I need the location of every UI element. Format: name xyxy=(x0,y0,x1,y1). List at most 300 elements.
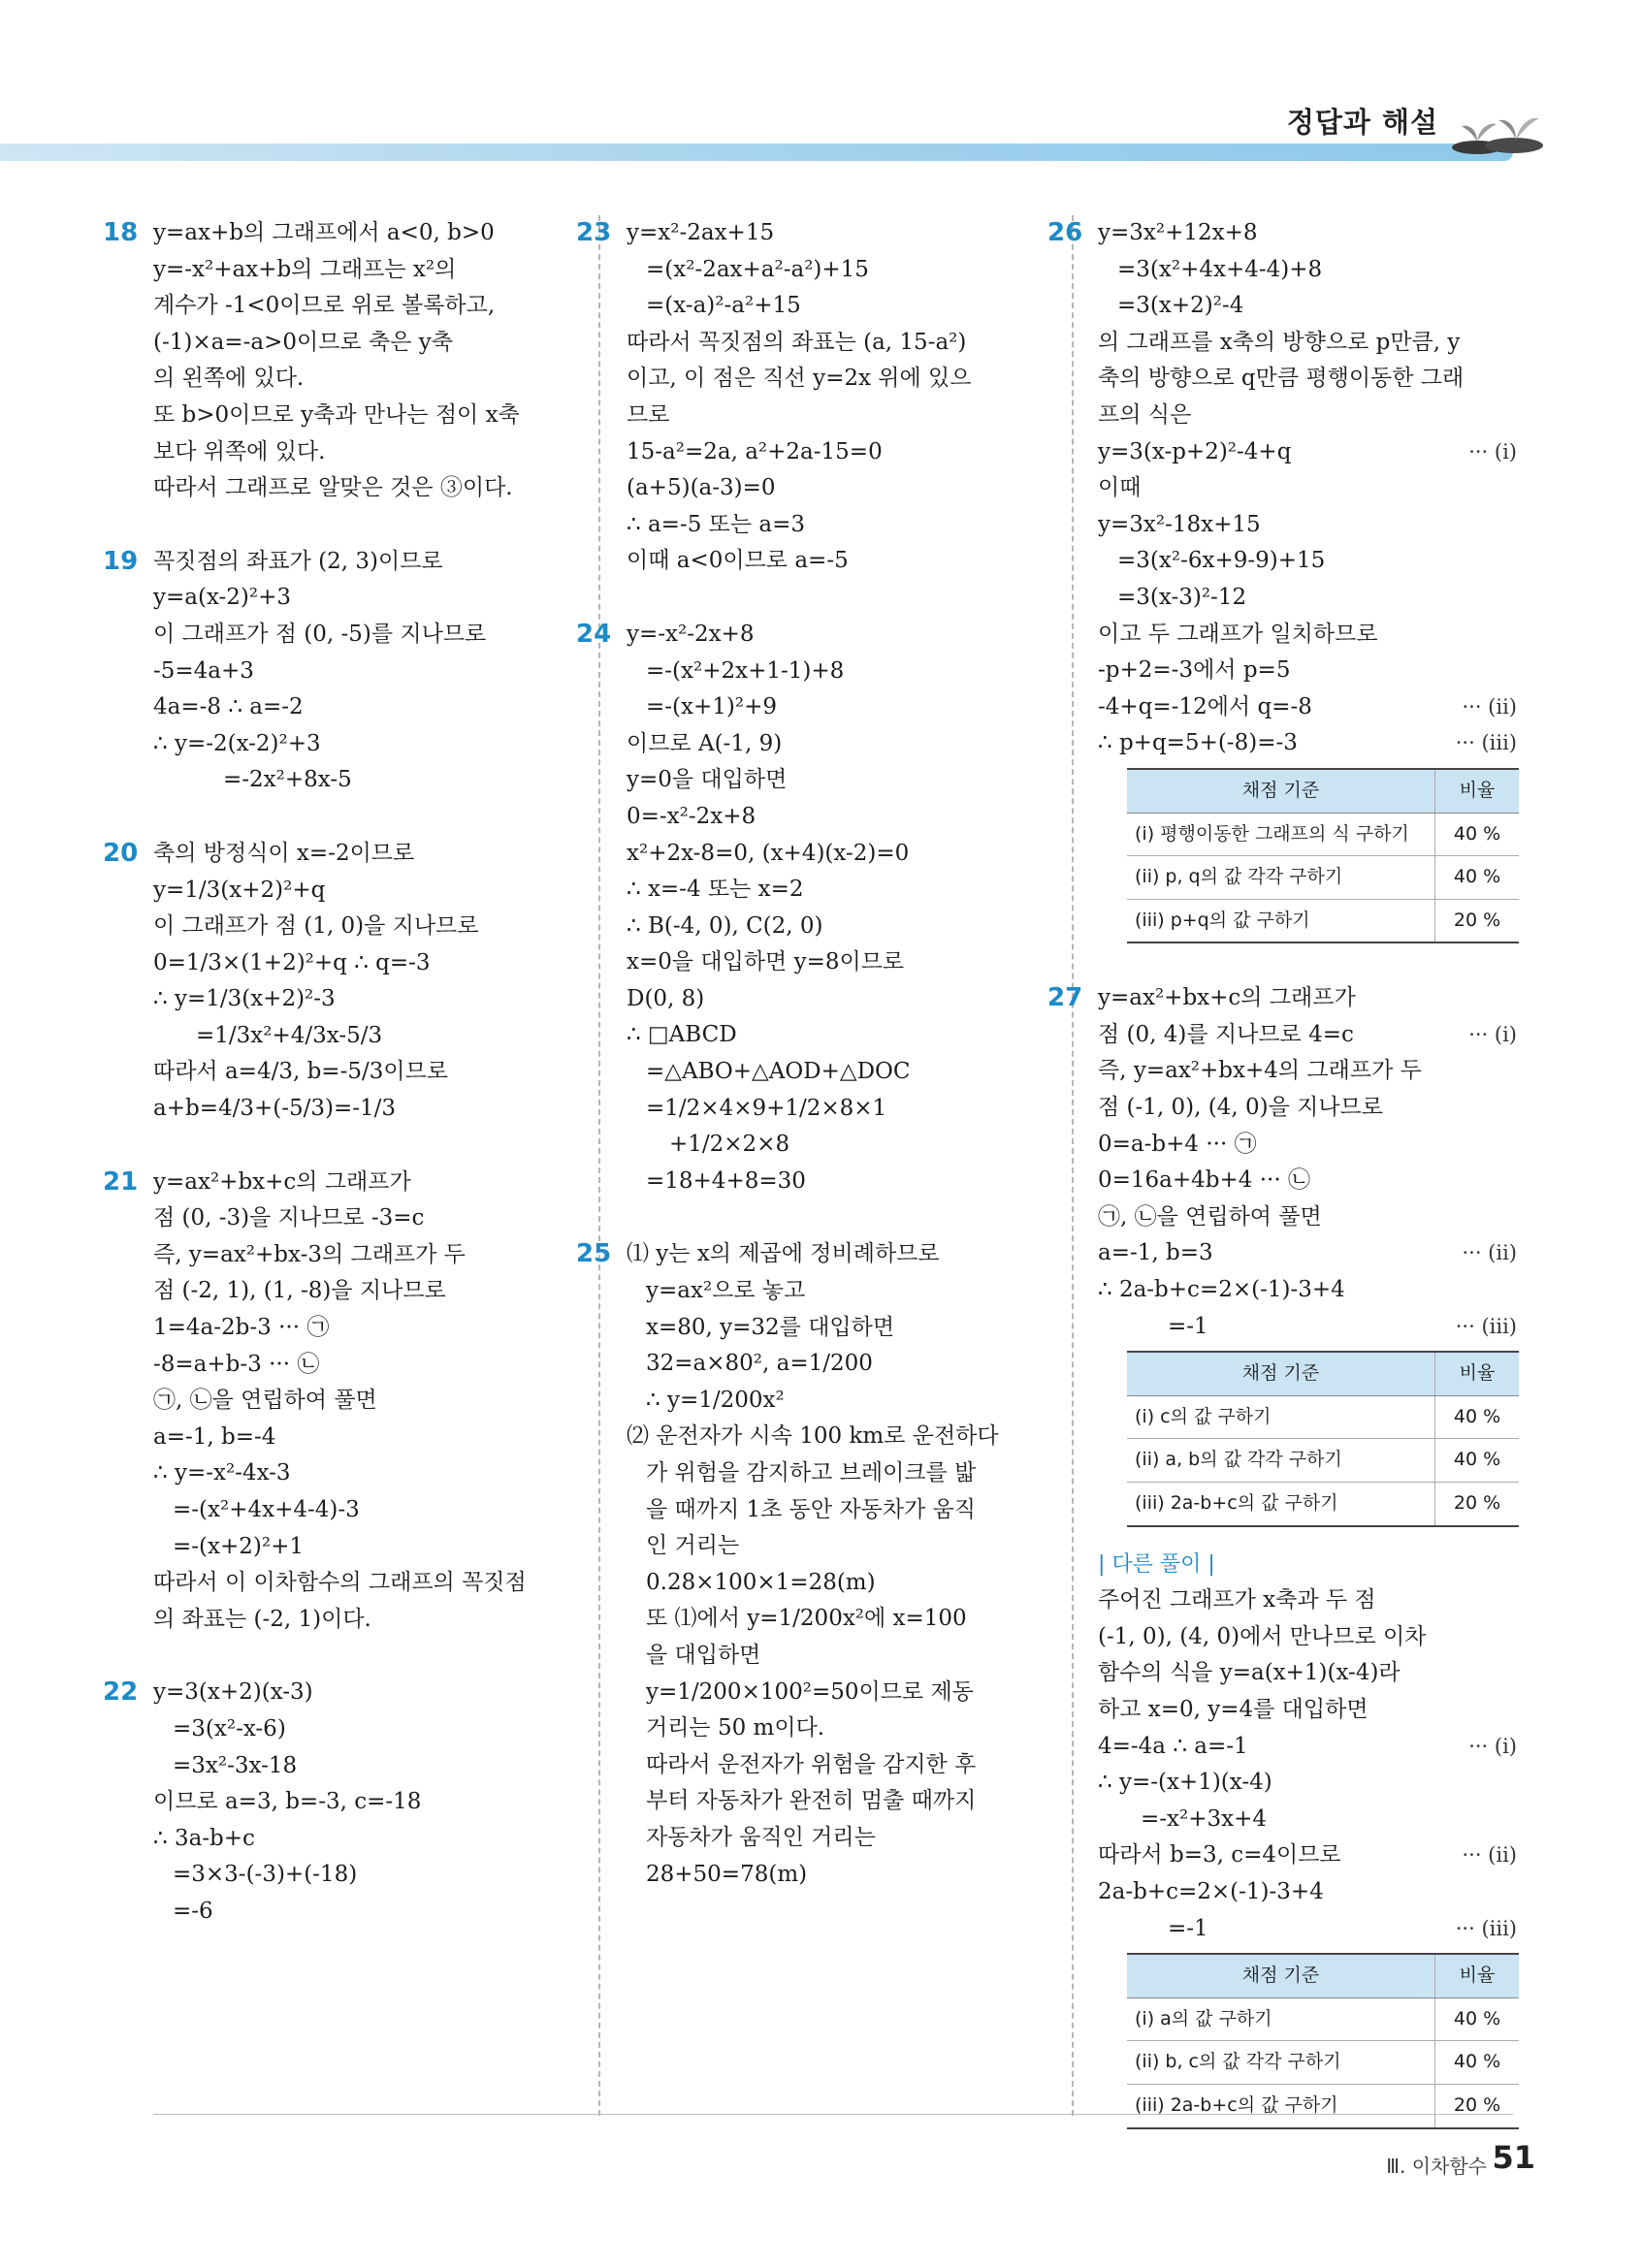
line-text: y=3(x+2)(x-3) xyxy=(153,1679,313,1706)
line-text: ㉠, ㉡을 연립하여 풀면 xyxy=(153,1388,377,1414)
line-text: =-x²+3x+4 xyxy=(1141,1805,1268,1832)
solution-line xyxy=(1098,1765,1517,1802)
line-text: ∴ y=-(x+1)(x-4) xyxy=(1098,1770,1272,1796)
line-text: y=3x²+12x+8 xyxy=(1098,220,1258,245)
step-marker: ··· (ii) xyxy=(1462,694,1517,719)
ratio-cell: 40 % xyxy=(1435,1395,1520,1439)
solution-line xyxy=(153,1602,570,1639)
solution-line xyxy=(153,1237,570,1274)
solution-line xyxy=(627,543,1053,580)
line-text: 을 때까지 1초 동안 자동차가 움직 xyxy=(646,1496,977,1522)
line-text: 거리는 50 m이다. xyxy=(646,1715,825,1741)
line-text: ㉠, ㉡을 연립하여 풀면 xyxy=(1098,1203,1322,1230)
solution-line xyxy=(153,361,570,398)
solution-line xyxy=(627,1054,1053,1091)
solution-line xyxy=(153,945,570,982)
page-title: 정답과 해설 xyxy=(1286,106,1438,139)
line-text: =(x²-2ax+a²-a²)+15 xyxy=(646,256,869,282)
footer-divider xyxy=(153,2114,1513,2115)
line-text: 또 ⑴에서 y=1/200x²에 x=100 xyxy=(646,1606,967,1632)
problem-number: 19 xyxy=(103,546,139,576)
solution-line xyxy=(627,944,1053,981)
problem-solution xyxy=(576,1236,1053,1893)
solution-line xyxy=(1098,1837,1517,1874)
line-text: =-(x²+2x+1-1)+8 xyxy=(646,657,845,684)
line-text: y=-x²-2x+8 xyxy=(627,621,755,647)
solution-line xyxy=(153,215,570,252)
table-row xyxy=(1127,2041,1519,2085)
ratio-cell: 40 % xyxy=(1435,1439,1520,1483)
solution-line xyxy=(1098,1053,1517,1090)
solution-line xyxy=(153,1455,570,1492)
solution-line xyxy=(627,1091,1053,1128)
column-3 xyxy=(1047,215,1517,2166)
solution-line xyxy=(627,434,1053,471)
line-text: 하고 x=0, y=4를 대입하면 xyxy=(1098,1696,1368,1722)
line-text: 이때 a<0이므로 a=-5 xyxy=(627,548,849,574)
solution-line xyxy=(153,470,570,507)
line-text: +1/2×2×8 xyxy=(669,1132,790,1158)
solution-line xyxy=(627,1346,1053,1383)
line-text: =-1 xyxy=(1168,1915,1208,1941)
solution-line xyxy=(627,1127,1053,1164)
solution-line xyxy=(1098,1090,1517,1127)
solution-line xyxy=(627,288,1053,325)
line-text: 0=a-b+4 ··· ㉠ xyxy=(1098,1131,1257,1157)
chapter-label: Ⅲ. 이차함수 xyxy=(1386,2155,1487,2178)
line-text: -p+2=-3에서 p=5 xyxy=(1098,657,1291,684)
solution-line xyxy=(627,1747,1053,1784)
problem-solution xyxy=(576,617,1053,1200)
solution-line xyxy=(1098,1582,1517,1619)
solution-line xyxy=(627,1492,1053,1529)
line-text: =-(x+1)²+9 xyxy=(646,694,777,720)
solution-line xyxy=(153,1200,570,1237)
problem-number: 24 xyxy=(576,619,612,649)
solution-line xyxy=(153,1894,570,1931)
line-text: ∴ y=1/3(x+2)²-3 xyxy=(153,986,336,1012)
line-text: 프의 식은 xyxy=(1098,401,1192,428)
solution-line xyxy=(1098,252,1517,289)
solution-line xyxy=(1098,980,1517,1017)
solution-line xyxy=(153,1857,570,1894)
line-text: 따라서 a=4/3, b=-5/3이므로 xyxy=(153,1059,449,1085)
line-text: (-1, 0), (4, 0)에서 만나므로 이차 xyxy=(1098,1623,1427,1649)
problem-number: 20 xyxy=(103,838,139,868)
solution-line xyxy=(1098,470,1517,507)
line-text: a=-1, b=-4 xyxy=(153,1423,276,1450)
line-text: 점 (-2, 1), (1, -8)을 지나므로 xyxy=(153,1278,446,1304)
solution-line xyxy=(153,580,570,617)
scoring-table-header: 비율 xyxy=(1435,769,1520,813)
solution-line xyxy=(153,1821,570,1858)
step-marker: ··· (ii) xyxy=(1462,1843,1517,1868)
line-text: 0=-x²-2x+8 xyxy=(627,803,757,829)
line-text: =3x²-3x-18 xyxy=(173,1752,298,1778)
line-text: 부터 자동차가 완전히 멈출 때까지 xyxy=(646,1788,977,1814)
line-text: =△ABO+△AOD+△DOC xyxy=(646,1059,911,1085)
solution-line xyxy=(153,873,570,910)
solution-line xyxy=(153,544,570,581)
ratio-cell: 20 % xyxy=(1435,1483,1520,1526)
line-text: 이고, 이 점은 직선 y=2x 위에 있으 xyxy=(627,366,972,392)
solution-line xyxy=(153,1492,570,1529)
criterion-cell: (i) 평행이동한 그래프의 식 구하기 xyxy=(1127,813,1435,856)
line-text: 축의 방정식이 x=-2이므로 xyxy=(153,840,415,866)
solution-line xyxy=(1098,580,1517,617)
solution-line xyxy=(627,215,1053,252)
column-divider xyxy=(1072,215,1074,2116)
line-text: 점 (0, 4)를 지나므로 4=c xyxy=(1098,1021,1354,1047)
solution-line xyxy=(627,762,1053,799)
line-text: 가 위험을 감지하고 브레이크를 밟 xyxy=(646,1460,977,1485)
line-text: 이 그래프가 점 (1, 0)을 지나므로 xyxy=(153,913,479,940)
line-text: =1/3x²+4/3x-5/3 xyxy=(196,1022,383,1048)
solution-line xyxy=(153,1748,570,1785)
solution-line xyxy=(1098,215,1517,252)
table-row xyxy=(1127,813,1519,856)
solution-line xyxy=(153,1675,570,1711)
ratio-cell: 20 % xyxy=(1435,2084,1520,2127)
line-text: a+b=4/3+(-5/3)=-1/3 xyxy=(153,1096,397,1122)
solution-line xyxy=(1098,1655,1517,1692)
solution-line xyxy=(1098,1874,1517,1911)
line-text: =3(x+2)²-4 xyxy=(1117,293,1244,319)
ratio-cell: 40 % xyxy=(1435,856,1520,900)
line-text: 므로 xyxy=(627,401,670,428)
header-bar xyxy=(0,144,1513,161)
table-row xyxy=(1127,1997,1519,2041)
line-text: 점 (0, -3)을 지나므로 -3=c xyxy=(153,1205,425,1231)
solution-line xyxy=(627,617,1053,654)
line-text: -4+q=-12에서 q=-8 xyxy=(1098,693,1312,719)
line-text: =3(x²-x-6) xyxy=(173,1715,286,1741)
line-text: 계수가 -1<0이므로 위로 볼록하고, xyxy=(153,293,496,319)
solution-line xyxy=(1098,1802,1517,1838)
line-text: 따라서 운전자가 위험을 감지한 후 xyxy=(646,1751,977,1777)
scoring-table-header: 비율 xyxy=(1435,1352,1520,1395)
line-text: =-(x²+4x+4-4)-3 xyxy=(173,1497,360,1522)
table-row xyxy=(1127,1483,1519,1526)
column-divider xyxy=(598,215,600,2116)
solution-line xyxy=(627,1601,1053,1638)
step-marker: ··· (i) xyxy=(1468,1734,1517,1758)
line-text: (-1)×a=-a>0이므로 축은 y축 xyxy=(153,329,453,355)
line-text: 2a-b+c=2×(-1)-3+4 xyxy=(1098,1878,1324,1904)
line-text: 32=a×80², a=1/200 xyxy=(646,1351,873,1377)
ratio-cell: 40 % xyxy=(1435,1997,1520,2041)
solution-line xyxy=(1098,434,1517,471)
line-text: =3(x²-6x+9-9)+15 xyxy=(1117,548,1326,574)
solution-line xyxy=(627,872,1053,909)
line-text: x=0을 대입하면 y=8이므로 xyxy=(627,949,905,975)
solution-line xyxy=(153,617,570,654)
line-text: 28+50=78(m) xyxy=(646,1861,808,1887)
line-text: 따라서 그래프로 알맞은 것은 ③이다. xyxy=(153,475,513,501)
line-text: y=x²-2ax+15 xyxy=(627,220,775,245)
line-text: =3(x-3)²-12 xyxy=(1117,584,1247,610)
problem-number: 26 xyxy=(1047,218,1083,247)
line-text: =1/2×4×9+1/2×8×1 xyxy=(646,1095,887,1121)
line-text: x=80, y=32를 대입하면 xyxy=(646,1314,895,1340)
line-text: 의 왼쪽에 있다. xyxy=(153,366,305,392)
line-text: ∴ y=-x²-4x-3 xyxy=(153,1460,291,1486)
solution-line xyxy=(627,726,1053,763)
scoring-table-header: 채점 기준 xyxy=(1127,1954,1435,1997)
scoring-table xyxy=(1127,1953,1519,2128)
solution-line xyxy=(153,325,570,362)
solution-line xyxy=(153,1565,570,1602)
solution-line xyxy=(627,1638,1053,1675)
problem-number: 23 xyxy=(576,218,612,247)
problem-number: 18 xyxy=(103,218,139,247)
problem-solution xyxy=(103,836,570,1128)
line-text: 따라서 꼭짓점의 좌표는 (a, 15-a²) xyxy=(627,329,967,355)
solution-line xyxy=(1098,1911,1517,1948)
solution-line xyxy=(153,1018,570,1055)
line-text: (a+5)(a-3)=0 xyxy=(627,475,776,501)
solution-line xyxy=(627,1236,1053,1273)
solution-line xyxy=(1098,1272,1517,1309)
solution-line xyxy=(627,361,1053,398)
scoring-table xyxy=(1127,768,1519,943)
table-row xyxy=(1127,856,1519,900)
line-text: 이므로 a=3, b=-3, c=-18 xyxy=(153,1789,422,1815)
line-text: 자동차가 움직인 거리는 xyxy=(646,1824,876,1850)
solution-line xyxy=(153,1091,570,1128)
line-text: y=ax+b의 그래프에서 a<0, b>0 xyxy=(153,220,495,245)
table-row xyxy=(1127,1439,1519,1483)
line-text: y=ax²+bx+c의 그래프가 xyxy=(1098,985,1356,1011)
line-text: 을 대입하면 xyxy=(646,1642,761,1668)
line-text: 이므로 A(-1, 9) xyxy=(627,730,783,756)
solution-line xyxy=(153,909,570,945)
solution-line xyxy=(627,1857,1053,1894)
solution-line xyxy=(153,434,570,471)
line-text: 즉, y=ax²+bx+4의 그래프가 두 xyxy=(1098,1058,1422,1084)
solution-line xyxy=(627,1383,1053,1420)
solution-line xyxy=(1098,653,1517,689)
line-text: 따라서 이 이차함수의 그래프의 꼭짓점 xyxy=(153,1570,527,1596)
problem-solution xyxy=(103,544,570,799)
line-text: =(x-a)²-a²+15 xyxy=(646,293,801,319)
column-1 xyxy=(103,215,570,1967)
solution-line xyxy=(153,1273,570,1310)
problem-solution xyxy=(103,215,570,507)
step-marker: ··· (ii) xyxy=(1462,1241,1517,1265)
solution-line xyxy=(153,836,570,873)
table-row xyxy=(1127,1395,1519,1439)
solution-line xyxy=(627,1455,1053,1492)
scoring-table-header: 채점 기준 xyxy=(1127,769,1435,813)
line-text: =3(x²+4x+4-4)+8 xyxy=(1117,256,1323,282)
line-text: 이때 xyxy=(1098,475,1142,501)
line-text: 점 (-1, 0), (4, 0)을 지나므로 xyxy=(1098,1095,1383,1121)
solution-line xyxy=(627,325,1053,362)
solution-line xyxy=(627,507,1053,544)
criterion-cell: (iii) 2a-b+c의 값 구하기 xyxy=(1127,2084,1435,2127)
table-row xyxy=(1127,2084,1519,2127)
line-text: 4=-4a ∴ a=-1 xyxy=(1098,1733,1248,1759)
solution-line xyxy=(627,836,1053,873)
solution-line xyxy=(1098,617,1517,654)
solution-line xyxy=(627,1528,1053,1565)
step-marker: ··· (iii) xyxy=(1455,1916,1517,1940)
line-text: ∴ x=-4 또는 x=2 xyxy=(627,877,804,903)
line-text: y=-x²+ax+b의 그래프는 x²의 xyxy=(153,256,457,282)
solution-line xyxy=(627,1820,1053,1857)
solution-line xyxy=(153,726,570,763)
solution-line xyxy=(153,1347,570,1384)
criterion-cell: (iii) 2a-b+c의 값 구하기 xyxy=(1127,1483,1435,1526)
solution-line xyxy=(627,1675,1053,1711)
line-text: ⑵ 운전자가 시속 100 km로 운전하다 xyxy=(627,1423,999,1450)
ratio-cell: 40 % xyxy=(1435,2041,1520,2085)
line-text: ∴ 3a-b+c xyxy=(153,1825,255,1851)
scoring-table xyxy=(1127,1351,1519,1526)
solution-line xyxy=(627,1710,1053,1747)
line-text: 즉, y=ax²+bx-3의 그래프가 두 xyxy=(153,1241,466,1267)
solution-line xyxy=(153,1383,570,1420)
solution-line xyxy=(1098,1619,1517,1656)
line-text: x²+2x-8=0, (x+4)(x-2)=0 xyxy=(627,840,910,866)
solution-line xyxy=(153,1784,570,1821)
solution-line xyxy=(627,398,1053,434)
line-text: D(0, 8) xyxy=(627,985,705,1011)
line-text: 따라서 b=3, c=4이므로 xyxy=(1098,1842,1341,1869)
line-text: 꼭짓점의 좌표가 (2, 3)이므로 xyxy=(153,548,443,574)
solution-line xyxy=(1098,325,1517,362)
solution-line xyxy=(627,981,1053,1018)
solution-line xyxy=(627,654,1053,690)
criterion-cell: (iii) p+q의 값 구하기 xyxy=(1127,899,1435,942)
solution-line xyxy=(153,981,570,1018)
line-text: y=1/200×100²=50이므로 제동 xyxy=(646,1678,974,1705)
solution-line xyxy=(153,762,570,799)
solution-line xyxy=(1098,543,1517,580)
solution-line xyxy=(1098,507,1517,544)
solution-line xyxy=(153,1711,570,1748)
line-text: =-(x+2)²+1 xyxy=(173,1533,304,1559)
line-text: y=ax²+bx+c의 그래프가 xyxy=(153,1168,411,1195)
criterion-cell: (ii) b, c의 값 각각 구하기 xyxy=(1127,2041,1435,2085)
line-text: ⑴ y는 x의 제곱에 정비례하므로 xyxy=(627,1241,940,1267)
solution-line xyxy=(153,1310,570,1347)
line-text: ∴ y=-2(x-2)²+3 xyxy=(153,730,321,756)
solution-line xyxy=(627,1783,1053,1820)
line-text: =3×3-(-3)+(-18) xyxy=(173,1862,358,1888)
problem-solution xyxy=(1047,980,1517,2128)
line-text: 0=16a+4b+4 ··· ㉡ xyxy=(1098,1167,1310,1194)
solution-line xyxy=(1098,361,1517,398)
line-text: 의 그래프를 x축의 방향으로 p만큼, y xyxy=(1098,329,1461,355)
problem-number: 22 xyxy=(103,1677,139,1708)
ratio-cell: 40 % xyxy=(1435,813,1520,856)
solution-line xyxy=(153,1165,570,1201)
line-text: ∴ 2a-b+c=2×(-1)-3+4 xyxy=(1098,1277,1345,1303)
line-text: ∴ □ABCD xyxy=(627,1022,737,1048)
line-text: 0.28×100×1=28(m) xyxy=(646,1569,876,1595)
criterion-cell: (i) c의 값 구하기 xyxy=(1127,1395,1435,1439)
solution-line xyxy=(153,1420,570,1456)
line-text: ∴ a=-5 또는 a=3 xyxy=(627,511,806,537)
solution-line xyxy=(627,1164,1053,1200)
line-text: =-1 xyxy=(1168,1313,1208,1339)
solution-line xyxy=(627,252,1053,289)
line-text: y=3x²-18x+15 xyxy=(1098,511,1261,537)
line-text: 15-a²=2a, a²+2a-15=0 xyxy=(627,438,883,464)
line-text: 주어진 그래프가 x축과 두 점 xyxy=(1098,1587,1376,1613)
line-text: 의 좌표는 (-2, 1)이다. xyxy=(153,1606,371,1632)
solution-line xyxy=(1098,1692,1517,1729)
line-text: y=a(x-2)²+3 xyxy=(153,585,292,611)
line-text: y=ax²으로 놓고 xyxy=(646,1278,806,1304)
line-text: =-2x²+8x-5 xyxy=(223,767,352,793)
solution-line xyxy=(627,799,1053,836)
line-text: 4a=-8 ∴ a=-2 xyxy=(153,694,304,720)
line-text: 인 거리는 xyxy=(646,1533,740,1559)
criterion-cell: (ii) a, b의 값 각각 구하기 xyxy=(1127,1439,1435,1483)
scoring-table-header: 채점 기준 xyxy=(1127,1352,1435,1395)
line-text: -8=a+b-3 ··· ㉡ xyxy=(153,1351,320,1377)
line-text: -5=4a+3 xyxy=(153,657,254,684)
step-marker: ··· (iii) xyxy=(1455,731,1517,755)
line-text: 또 b>0이므로 y축과 만나는 점이 x축 xyxy=(153,401,520,428)
line-text: y=1/3(x+2)²+q xyxy=(153,877,326,903)
solution-line xyxy=(1098,1199,1517,1236)
solution-line xyxy=(153,288,570,325)
solution-line xyxy=(627,1419,1053,1455)
solution-line xyxy=(153,1054,570,1091)
solution-line xyxy=(627,470,1053,507)
page-number: 51 xyxy=(1492,2139,1535,2176)
line-text: ∴ B(-4, 0), C(2, 0) xyxy=(627,912,823,939)
line-text: y=3(x-p+2)²-4+q xyxy=(1098,438,1292,464)
line-text: 축의 방향으로 q만큼 평행이동한 그래 xyxy=(1098,366,1465,392)
solution-line xyxy=(627,689,1053,726)
line-text: ∴ p+q=5+(-8)=-3 xyxy=(1098,730,1298,756)
solution-line xyxy=(153,398,570,434)
problem-number: 25 xyxy=(576,1239,612,1269)
solution-line xyxy=(627,909,1053,945)
line-text: ∴ y=1/200x² xyxy=(646,1387,785,1413)
solution-line xyxy=(153,1529,570,1566)
solution-line xyxy=(1098,1163,1517,1199)
step-marker: ··· (i) xyxy=(1468,439,1517,463)
line-text: =-6 xyxy=(173,1898,213,1924)
solution-line xyxy=(1098,398,1517,434)
solution-line xyxy=(627,1273,1053,1310)
solution-line xyxy=(627,1017,1053,1054)
solution-line xyxy=(153,654,570,690)
problem-solution xyxy=(576,215,1053,580)
line-text: 1=4a-2b-3 ··· ㉠ xyxy=(153,1315,330,1341)
solution-line xyxy=(1098,1729,1517,1766)
criterion-cell: (ii) p, q의 값 각각 구하기 xyxy=(1127,856,1435,900)
line-text: 0=1/3×(1+2)²+q ∴ q=-3 xyxy=(153,949,431,975)
solution-line xyxy=(153,689,570,726)
line-text: 함수의 식을 y=a(x+1)(x-4)라 xyxy=(1098,1660,1401,1686)
line-text: y=0을 대입하면 xyxy=(627,767,788,793)
solution-line xyxy=(1098,725,1517,762)
step-marker: ··· (iii) xyxy=(1455,1314,1517,1338)
criterion-cell: (i) a의 값 구하기 xyxy=(1127,1997,1435,2041)
solution-line xyxy=(627,1310,1053,1347)
line-text: 이 그래프가 점 (0, -5)를 지나므로 xyxy=(153,621,487,647)
line-text: 이고 두 그래프가 일치하므로 xyxy=(1098,621,1378,647)
problem-solution xyxy=(103,1675,570,1930)
solution-line xyxy=(1098,689,1517,726)
